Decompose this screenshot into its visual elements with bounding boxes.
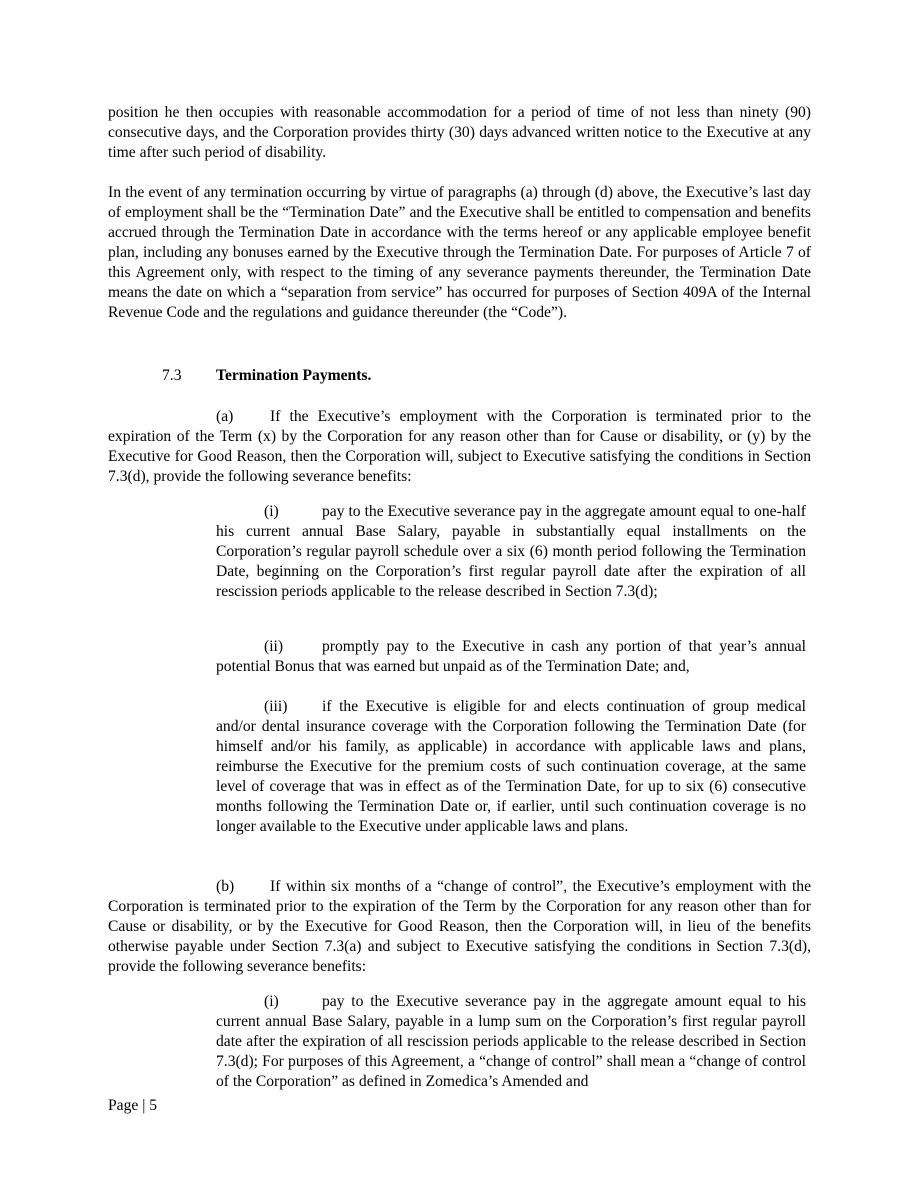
item-marker: (i) (264, 503, 279, 520)
item-text: promptly pay to the Executive in cash any portion of that year’s annual potential Bonus that was earned but unpaid as of the Termination Date; and, (216, 638, 806, 675)
paragraph-b-text: If within six months of a “change of control”, the Executive’s employment with the Corporation is terminated prior to the expiration of the Term by the Corporation for any reason other than for Cause or disability, or by the Executive for Good Reason, then the Corporation will, in lieu of the benefits otherwise payable under Section 7.3(a) and subject to Executive satisfying the conditions in Section 7.3(d), provide the following severance benefits: (108, 878, 811, 975)
paragraph-a-item-i (216, 502, 806, 602)
page-footer: Page | 5 (108, 1097, 158, 1114)
paragraph-a-item-iii (216, 697, 806, 837)
paragraph-b-marker: (b) (216, 878, 235, 895)
section-title: Termination Payments. (216, 367, 372, 384)
paragraph-a-marker: (a) (216, 408, 234, 425)
paragraph-b-item-i (216, 992, 806, 1092)
termination-date-paragraph: In the event of any termination occurring by virtue of paragraphs (a) through (d) above, the Executive’s last day of employment shall be the “Termination Date” and the Executive shall be entitled to compensation and benefits accrued through the Termination Date in accordance with the terms hereof or any applicable employee benefit plan, including any bonuses earned by the Executive through the Termination Date. For purposes of Article 7 of this Agreement only, with respect to the timing of any severance payments thereunder, the Termination Date means the date on which a “separation from service” has occurred for purposes of Section 409A of the Internal Revenue Code and the regulations and guidance thereunder (the “Code”). (108, 184, 811, 321)
item-text: pay to the Executive severance pay in the aggregate amount equal to his current annual Base Salary, payable in a lump sum on the Corporation’s first regular payroll date after the expiration of all rescission periods applicable to the release described in Section 7.3(d); For purposes of this Agreement, a “change of control” shall mean a “change of control of the Corporation” as defined in Zomedica’s Amended and (216, 993, 806, 1090)
paragraph-a (108, 407, 811, 487)
item-marker: (i) (264, 993, 279, 1010)
section-number: 7.3 (162, 367, 182, 384)
section-heading (162, 366, 371, 386)
intro-paragraph: position he then occupies with reasonable accommodation for a period of time of not less than ninety (90) consecutive days, and the Corporation provides thirty (30) days advanced written notice to the Executive at any time after such period of disability. (108, 104, 811, 161)
item-text: pay to the Executive severance pay in the aggregate amount equal to one-half his current annual Base Salary, payable in substantially equal installments on the Corporation’s regular payroll schedule over a six (6) month period following the Termination Date, beginning on the Corporation’s first regular payroll date after the expiration of all rescission periods applicable to the release described in Section 7.3(d); (216, 503, 806, 600)
item-marker: (iii) (264, 698, 288, 715)
item-marker: (ii) (264, 638, 284, 655)
item-text: if the Executive is eligible for and elects continuation of group medical and/or dental insurance coverage with the Corporation following the Termination Date (for himself and/or his family, as applicable) in accordance with applicable laws and plans, reimburse the Executive for the premium costs of such continuation coverage, at the same level of coverage that was in effect as of the Termination Date, for up to six (6) consecutive months following the Termination Date or, if earlier, until such continuation coverage is no longer available to the Executive under applicable laws and plans. (216, 698, 806, 835)
paragraph-b (108, 877, 811, 977)
paragraph-a-text: If the Executive’s employment with the Corporation is terminated prior to the expiration of the Term (x) by the Corporation for any reason other than for Cause or disability, or (y) by the Executive for Good Reason, then the Corporation will, subject to Executive satisfying the conditions in Section 7.3(d), provide the following severance benefits: (108, 408, 811, 485)
paragraph-a-item-ii (216, 637, 806, 677)
